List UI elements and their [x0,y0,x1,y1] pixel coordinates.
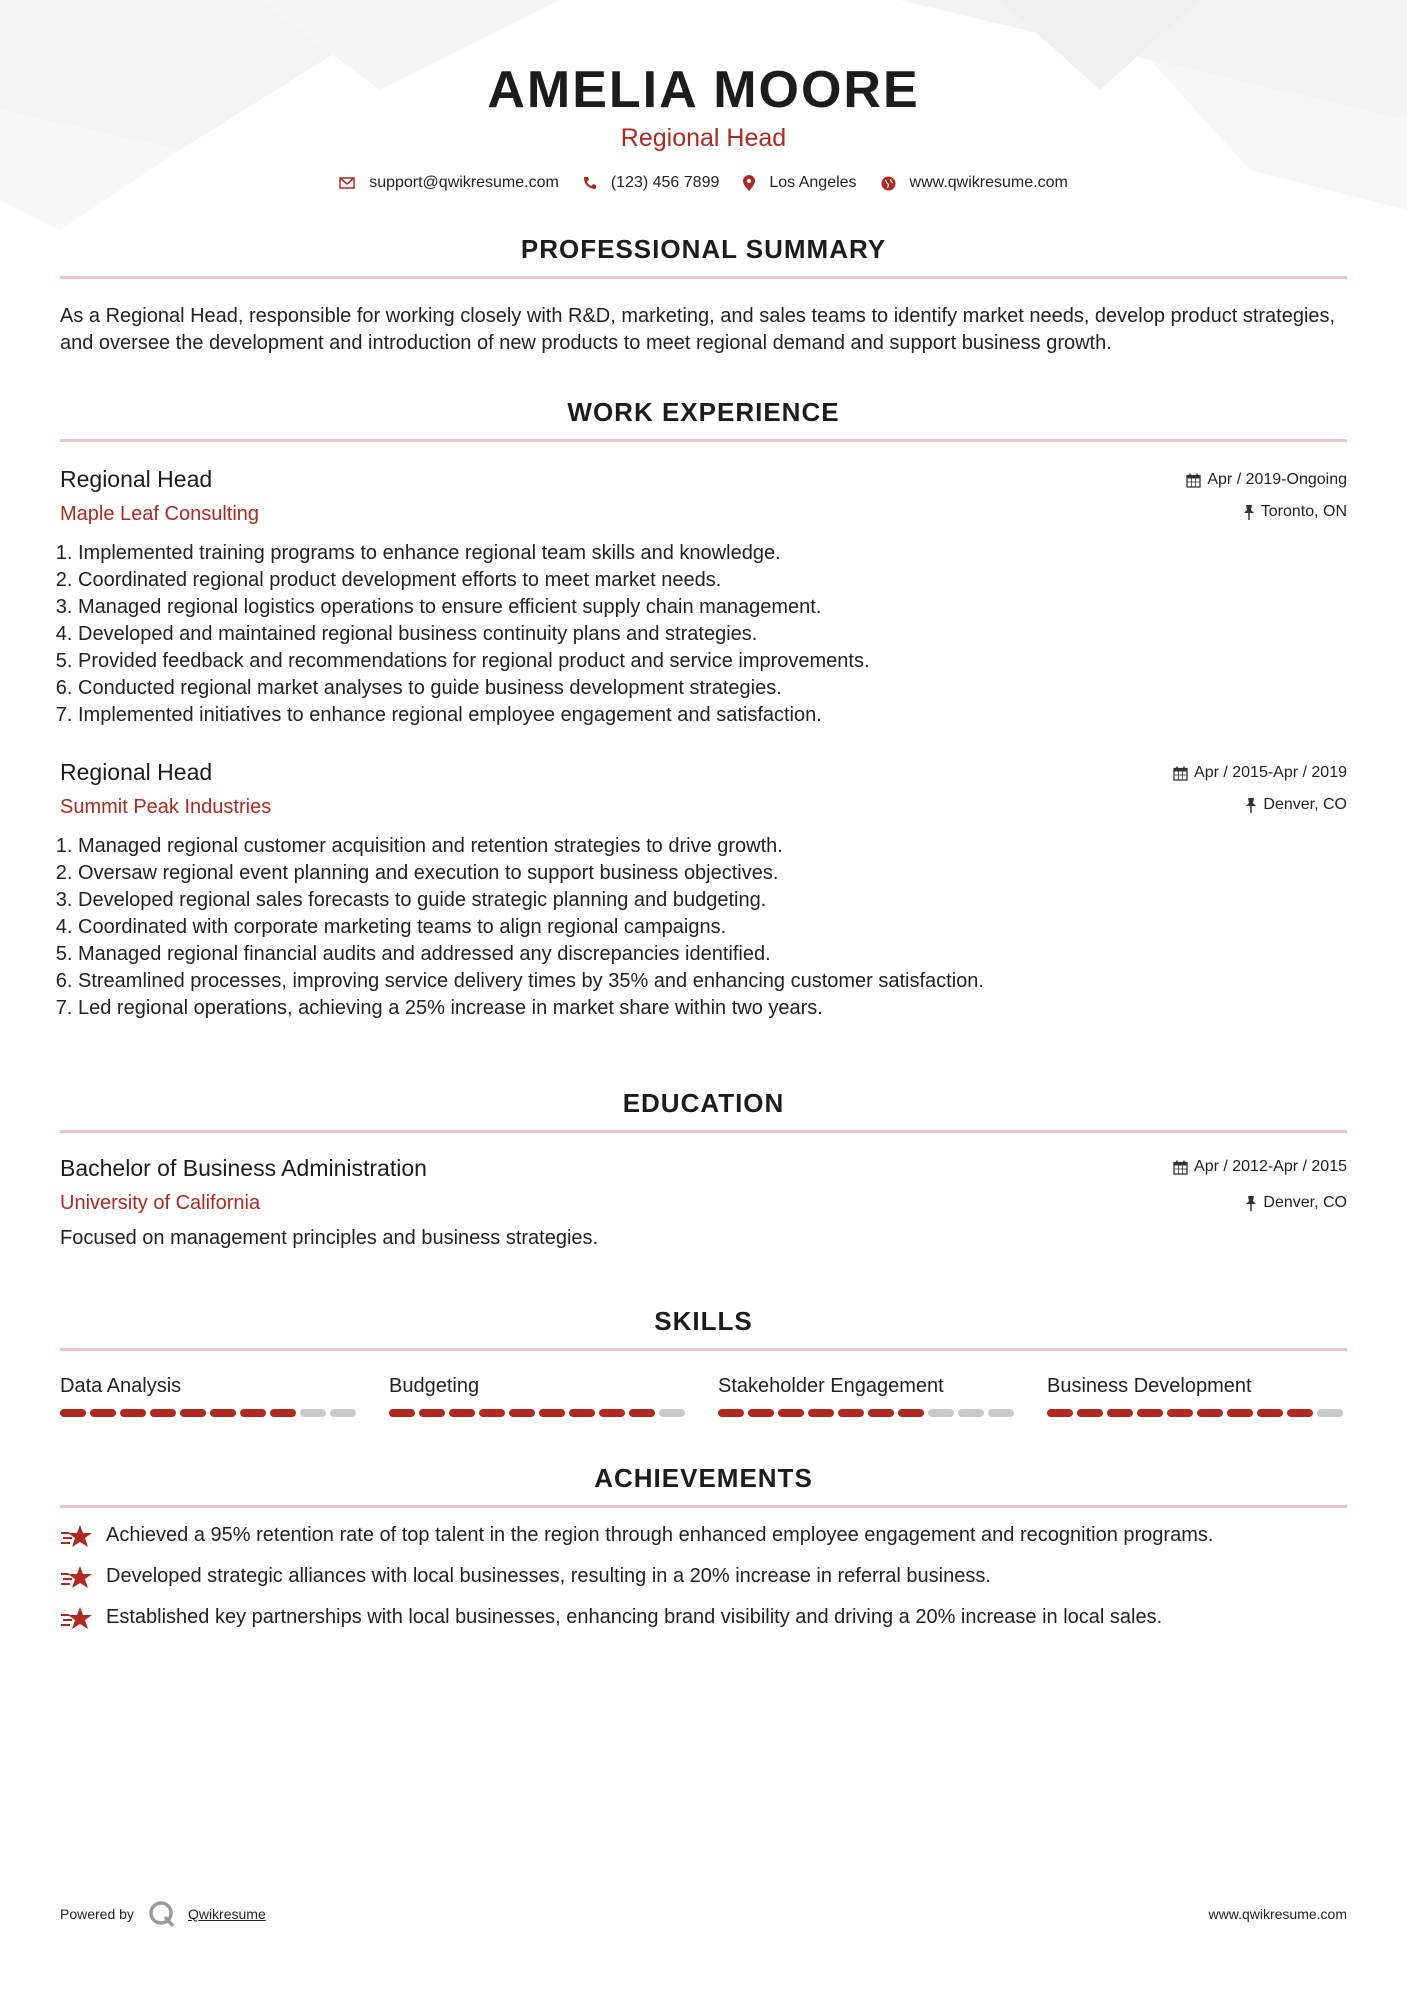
achievement-item [60,1604,1347,1631]
job-bullet: 7. Implemented initiatives to enhance regional employee engagement and satisfaction. [78,702,1347,729]
job-role: Regional Head [60,466,213,492]
education-section [60,1086,1347,1252]
contact-location [743,174,856,192]
skill-dot-filled [1137,1409,1163,1417]
skill-dot-filled [808,1409,834,1417]
achievement-text: Achieved a 95% retention rate of top talent in the region through enhanced employee engagement and recognition programs. [106,1524,1214,1546]
skill-name: Budgeting [389,1375,480,1397]
phone-icon [583,176,597,190]
job-bullet: 6. Streamlined processes, improving service delivery times by 35% and enhancing customer satisfaction. [78,968,1347,995]
job-bullet: 6. Conducted regional market analyses to guide business development strategies. [78,675,1347,702]
skill-dot-filled [509,1409,535,1417]
skill-dot-filled [718,1409,744,1417]
website-text: www.qwikresume.com [909,174,1068,191]
job-company: Maple Leaf Consulting [60,503,260,525]
skill-dot-empty [958,1409,984,1417]
skill-dot-empty [928,1409,954,1417]
summary-heading: PROFESSIONAL SUMMARY [520,234,887,264]
skill-dot-filled [1257,1409,1283,1417]
skill-rating [718,1409,1018,1417]
job-bullet: 2. Oversaw regional event planning and execution to support business objectives. [78,860,1347,887]
job-bullet: 5. Provided feedback and recommendations for regional product and service improvements. [78,648,1347,675]
calendar-icon [1173,766,1188,781]
job-location: Toronto, ON [1260,503,1347,520]
skill-name: Business Development [1047,1375,1252,1397]
achievements-heading: ACHIEVEMENTS [594,1463,813,1493]
skill-dot-empty [330,1409,356,1417]
skill-dot-filled [240,1409,266,1417]
contact-bar [60,174,1347,192]
powered-by-label: Powered by [60,1906,134,1922]
job-bullet: 3. Managed regional logistics operations to ensure efficient supply chain management. [78,594,1347,621]
job-bullet: 1. Implemented training programs to enhance regional team skills and knowledge. [78,540,1347,567]
skill-dot-filled [389,1409,415,1417]
globe-icon [881,176,896,191]
skill-dot-filled [1167,1409,1193,1417]
skill-dot-filled [778,1409,804,1417]
skill-dot-filled [599,1409,625,1417]
skill-item [1047,1373,1347,1417]
skill-dot-filled [1287,1409,1313,1417]
job-bullet: 2. Coordinated regional product development efforts to meet market needs. [78,567,1347,594]
skill-item [60,1373,360,1417]
skill-item [389,1373,689,1417]
achievement-item [60,1522,1347,1549]
skill-dot-filled [60,1409,86,1417]
skill-dot-filled [898,1409,924,1417]
skill-name: Stakeholder Engagement [718,1375,944,1397]
education-description: Focused on management principles and business strategies. [60,1227,599,1249]
skill-dot-empty [300,1409,326,1417]
contact-website[interactable] [881,174,1068,192]
skill-dot-filled [629,1409,655,1417]
skill-dot-filled [1107,1409,1133,1417]
job-location: Denver, CO [1263,796,1347,813]
skill-dot-empty [988,1409,1014,1417]
skill-dot-filled [150,1409,176,1417]
skill-dot-empty [659,1409,685,1417]
skill-rating [389,1409,689,1417]
section-divider [60,1130,1347,1133]
envelope-icon [339,177,355,189]
job-bullet: 4. Coordinated with corporate marketing teams to align regional campaigns. [78,914,1347,941]
experience-section [60,395,1347,1022]
education-location: Denver, CO [1263,1194,1347,1211]
job-company: Summit Peak Industries [60,796,272,818]
skill-dot-filled [539,1409,565,1417]
skills-heading: SKILLS [654,1306,753,1336]
footer [60,1900,1347,1928]
job-bullet: 1. Managed regional customer acquisition and retention strategies to drive growth. [78,833,1347,860]
section-divider [60,276,1347,279]
pushpin-icon [1245,1196,1257,1211]
star-award-icon [60,1605,94,1631]
powered-by [60,1900,266,1928]
job-bullets [60,833,1347,1022]
footer-website[interactable]: www.qwikresume.com [1208,1906,1347,1922]
job-bullet: 4. Developed and maintained regional business continuity plans and strategies. [78,621,1347,648]
pushpin-icon [1243,505,1255,520]
achievement-item [60,1563,1347,1590]
skill-dot-filled [1197,1409,1223,1417]
achievement-text: Developed strategic alliances with local businesses, resulting in a 20% increase in referral business. [106,1565,991,1587]
achievements-section [60,1461,1347,1631]
map-pin-icon [743,175,755,191]
job-bullet: 7. Led regional operations, achieving a 25% increase in market share within two years. [78,995,1347,1022]
contact-email[interactable] [339,174,559,192]
skill-dot-filled [90,1409,116,1417]
contact-phone[interactable] [583,174,720,192]
skill-dot-filled [180,1409,206,1417]
section-divider [60,1348,1347,1351]
summary-section [60,232,1347,357]
skill-dot-filled [1227,1409,1253,1417]
email-text: support@qwikresume.com [369,174,559,191]
achievement-text: Established key partnerships with local businesses, enhancing brand visibility and driving a 20% increase in local sales. [106,1606,1163,1628]
job-role: Regional Head [60,759,213,785]
calendar-icon [1173,1160,1188,1175]
job-bullet: 3. Developed regional sales forecasts to guide strategic planning and budgeting. [78,887,1347,914]
skill-item [718,1373,1018,1417]
job-bullets [60,540,1347,729]
skill-dot-filled [120,1409,146,1417]
skill-dot-empty [1317,1409,1343,1417]
education-school: University of California [60,1192,261,1214]
skill-name: Data Analysis [60,1375,182,1397]
skill-dot-filled [569,1409,595,1417]
candidate-name: AMELIA MOORE [487,61,920,119]
section-divider [60,1505,1347,1508]
skill-rating [60,1409,360,1417]
job-bullet: 5. Managed regional financial audits and addressed any discrepancies identified. [78,941,1347,968]
candidate-title: Regional Head [620,124,787,152]
phone-text: (123) 456 7899 [610,174,720,191]
job-entry [60,464,1347,729]
education-heading: EDUCATION [622,1088,785,1118]
job-dates: Apr / 2019-Ongoing [1207,471,1347,488]
pushpin-icon [1245,798,1257,813]
job-dates: Apr / 2015-Apr / 2019 [1194,764,1347,781]
skill-dot-filled [868,1409,894,1417]
skill-dot-filled [270,1409,296,1417]
brand-link[interactable]: Qwikresume [187,1906,266,1922]
skill-dot-filled [449,1409,475,1417]
skill-dot-filled [1047,1409,1073,1417]
star-award-icon [60,1564,94,1590]
calendar-icon [1186,473,1201,488]
experience-heading: WORK EXPERIENCE [567,397,840,427]
skill-dot-filled [479,1409,505,1417]
skill-dot-filled [838,1409,864,1417]
star-award-icon [60,1523,94,1549]
summary-text: As a Regional Head, responsible for working closely with R&D, marketing, and sales teams to identify market needs, develop product strategies, and oversee the development and introduction of new products to meet regional demand and support business growth. [60,305,1336,354]
skill-dot-filled [1077,1409,1103,1417]
skill-dot-filled [748,1409,774,1417]
education-dates: Apr / 2012-Apr / 2015 [1194,1158,1347,1175]
education-degree: Bachelor of Business Administration [60,1155,427,1181]
skills-list [60,1373,1347,1417]
section-divider [60,439,1347,442]
skill-dot-filled [419,1409,445,1417]
job-entry [60,757,1347,1022]
qwikresume-logo-icon [148,1900,176,1928]
skill-rating [1047,1409,1347,1417]
location-text: Los Angeles [769,174,857,191]
skills-section [60,1304,1347,1417]
skill-dot-filled [210,1409,236,1417]
